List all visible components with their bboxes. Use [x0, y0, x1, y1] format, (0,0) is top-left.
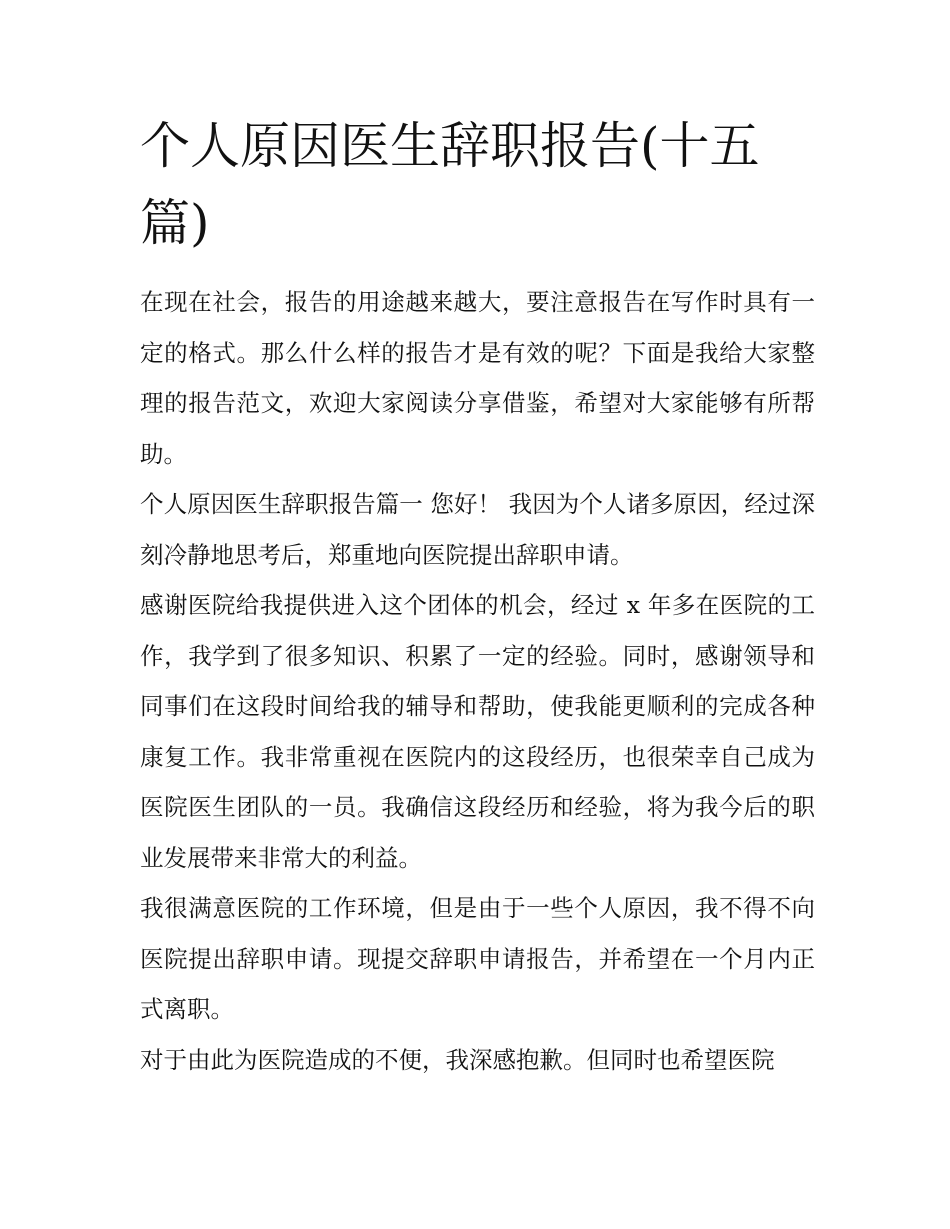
paragraph-greeting: 个人原因医生辞职报告篇一 您好！ 我因为个人诸多原因，经过深刻冷静地思考后，郑重地向医院提出辞职申请。	[140, 490, 815, 569]
paragraph-apology: 对于由此为医院造成的不便，我深感抱歉。但同时也希望医院	[140, 1045, 775, 1074]
paragraph-gratitude: 感谢医院给我提供进入这个团体的机会，经过 x 年多在医院的工作，我学到了很多知识、积累了一定的经验。同时，感谢领导和同事们在这段时间给我的辅导和帮助，使我能更顺利的完成各种康复工作。我非常重视在医院内的这段经历，也很荣幸自己成为医院医生团队的一员。我确信这段经历和经验，将为我今后的职业发展带来非常大的利益。	[140, 591, 815, 872]
document-title: 个人原因医生辞职报告(十五篇)	[140, 117, 760, 252]
paragraph-resignation-request: 我很满意医院的工作环境，但是由于一些个人原因，我不得不向医院提出辞职申请。现提交辞职申请报告，并希望在一个月内正式离职。	[140, 894, 815, 1023]
document-page	[140, 108, 815, 1085]
paragraph-intro: 在现在社会，报告的用途越来越大，要注意报告在写作时具有一定的格式。那么什么样的报告才是有效的呢？下面是我给大家整理的报告范文，欢迎大家阅读分享借鉴，希望对大家能够有所帮助。	[140, 288, 815, 468]
